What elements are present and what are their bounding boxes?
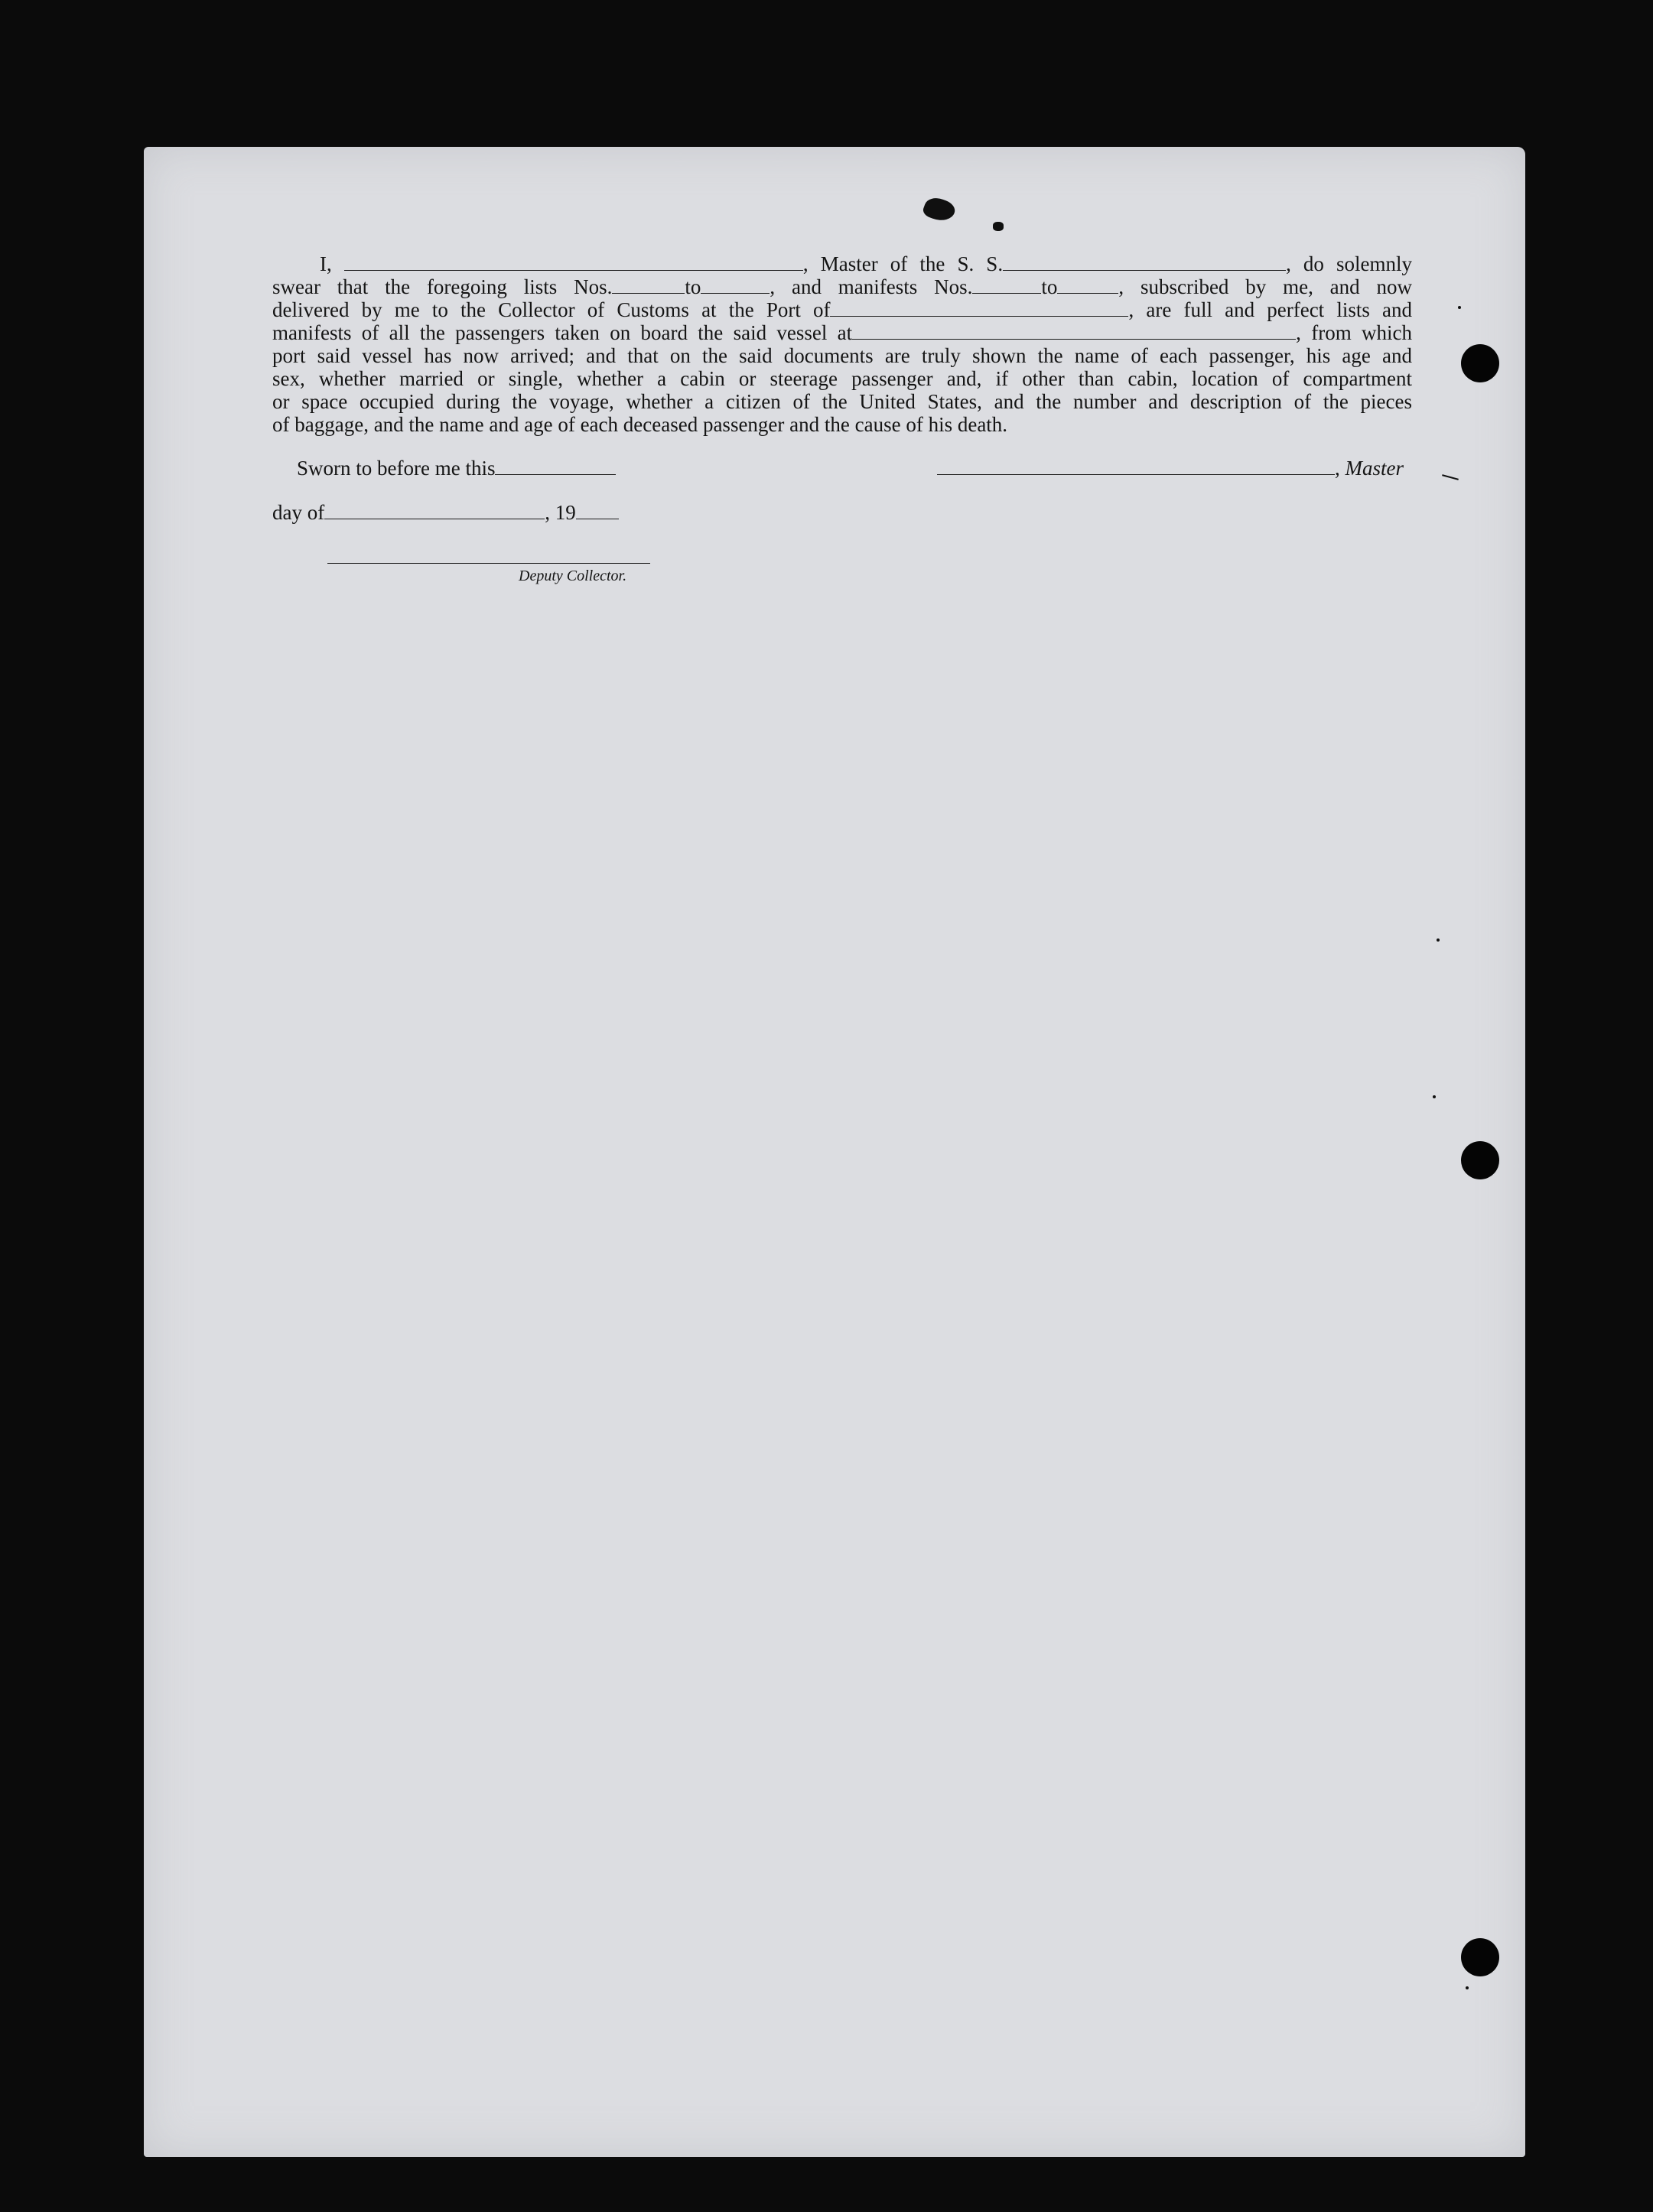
document-page	[144, 147, 1525, 2157]
sworn-label: Sworn to before me this	[297, 457, 496, 480]
lists-from-blank[interactable]	[612, 278, 685, 294]
manifests-from-blank[interactable]	[972, 278, 1041, 294]
oath-line-7: or space occupied during the voyage, whether a citizen of the United States, and the number and description of the pieces	[272, 390, 1412, 413]
master-name-blank[interactable]	[344, 255, 803, 271]
master-label: Master	[1345, 457, 1404, 480]
oath-text: I,	[320, 252, 332, 275]
edge-mark	[1466, 1986, 1469, 1989]
manifests-to-blank[interactable]	[1057, 278, 1118, 294]
year-blank[interactable]	[576, 503, 619, 519]
day-of-label: day of	[272, 501, 325, 524]
master-signature-line	[937, 457, 1404, 480]
oath-text: , do solemnly	[1286, 252, 1413, 275]
oath-text: , from which	[1296, 321, 1412, 344]
oath-line-1	[272, 252, 1412, 275]
oath-text: , Master of the S. S.	[802, 252, 1004, 275]
oath-line-2	[272, 275, 1412, 298]
master-signature-blank[interactable]	[937, 459, 1335, 475]
oath-text: , and manifests Nos.	[770, 275, 973, 298]
oath-paragraph	[272, 252, 1412, 436]
oath-text: manifests of all the passengers taken on board the said vessel at	[272, 321, 853, 344]
oath-line-6: sex, whether married or single, whether a cabin or steerage passenger and, if other than cabin, location of compartment	[272, 367, 1412, 390]
master-label-comma: ,	[1335, 457, 1346, 480]
edge-mark	[1437, 938, 1440, 942]
oath-line-3	[272, 298, 1412, 321]
oath-text: to	[1041, 275, 1058, 298]
deputy-collector-label: Deputy Collector.	[519, 568, 627, 584]
ink-blot	[921, 194, 957, 225]
oath-text: to	[685, 275, 701, 298]
edge-dot	[1458, 306, 1461, 309]
port-blank[interactable]	[830, 301, 1128, 317]
day-of-line	[272, 501, 619, 525]
month-blank[interactable]	[324, 503, 545, 519]
edge-mark	[1433, 1095, 1436, 1098]
year-label: , 19	[545, 501, 576, 524]
oath-line-8: of baggage, and the name and age of each deceased passenger and the cause of his death.	[272, 413, 1008, 436]
punch-hole-middle	[1461, 1141, 1499, 1179]
oath-text: , are full and perfect lists and	[1128, 298, 1412, 321]
ink-blot-small	[993, 222, 1004, 231]
oath-line-4	[272, 321, 1412, 344]
punch-hole-top	[1461, 344, 1499, 382]
oath-text: delivered by me to the Collector of Customs at the Port of	[272, 298, 831, 321]
deputy-signature-rule[interactable]	[327, 563, 650, 564]
departure-port-blank[interactable]	[852, 324, 1296, 340]
oath-line-5: port said vessel has now arrived; and that on the said documents are truly shown the name of each passenger, his age and	[272, 344, 1412, 367]
lists-to-blank[interactable]	[701, 278, 770, 294]
sworn-line	[297, 457, 616, 480]
ship-name-blank[interactable]	[1003, 255, 1286, 271]
oath-text: , subscribed by me, and now	[1118, 275, 1412, 298]
sworn-day-blank[interactable]	[495, 459, 616, 475]
bleed-through-text	[1245, 1531, 1250, 1551]
oath-text: swear that the foregoing lists Nos.	[272, 275, 613, 298]
punch-hole-bottom	[1461, 1938, 1499, 1976]
